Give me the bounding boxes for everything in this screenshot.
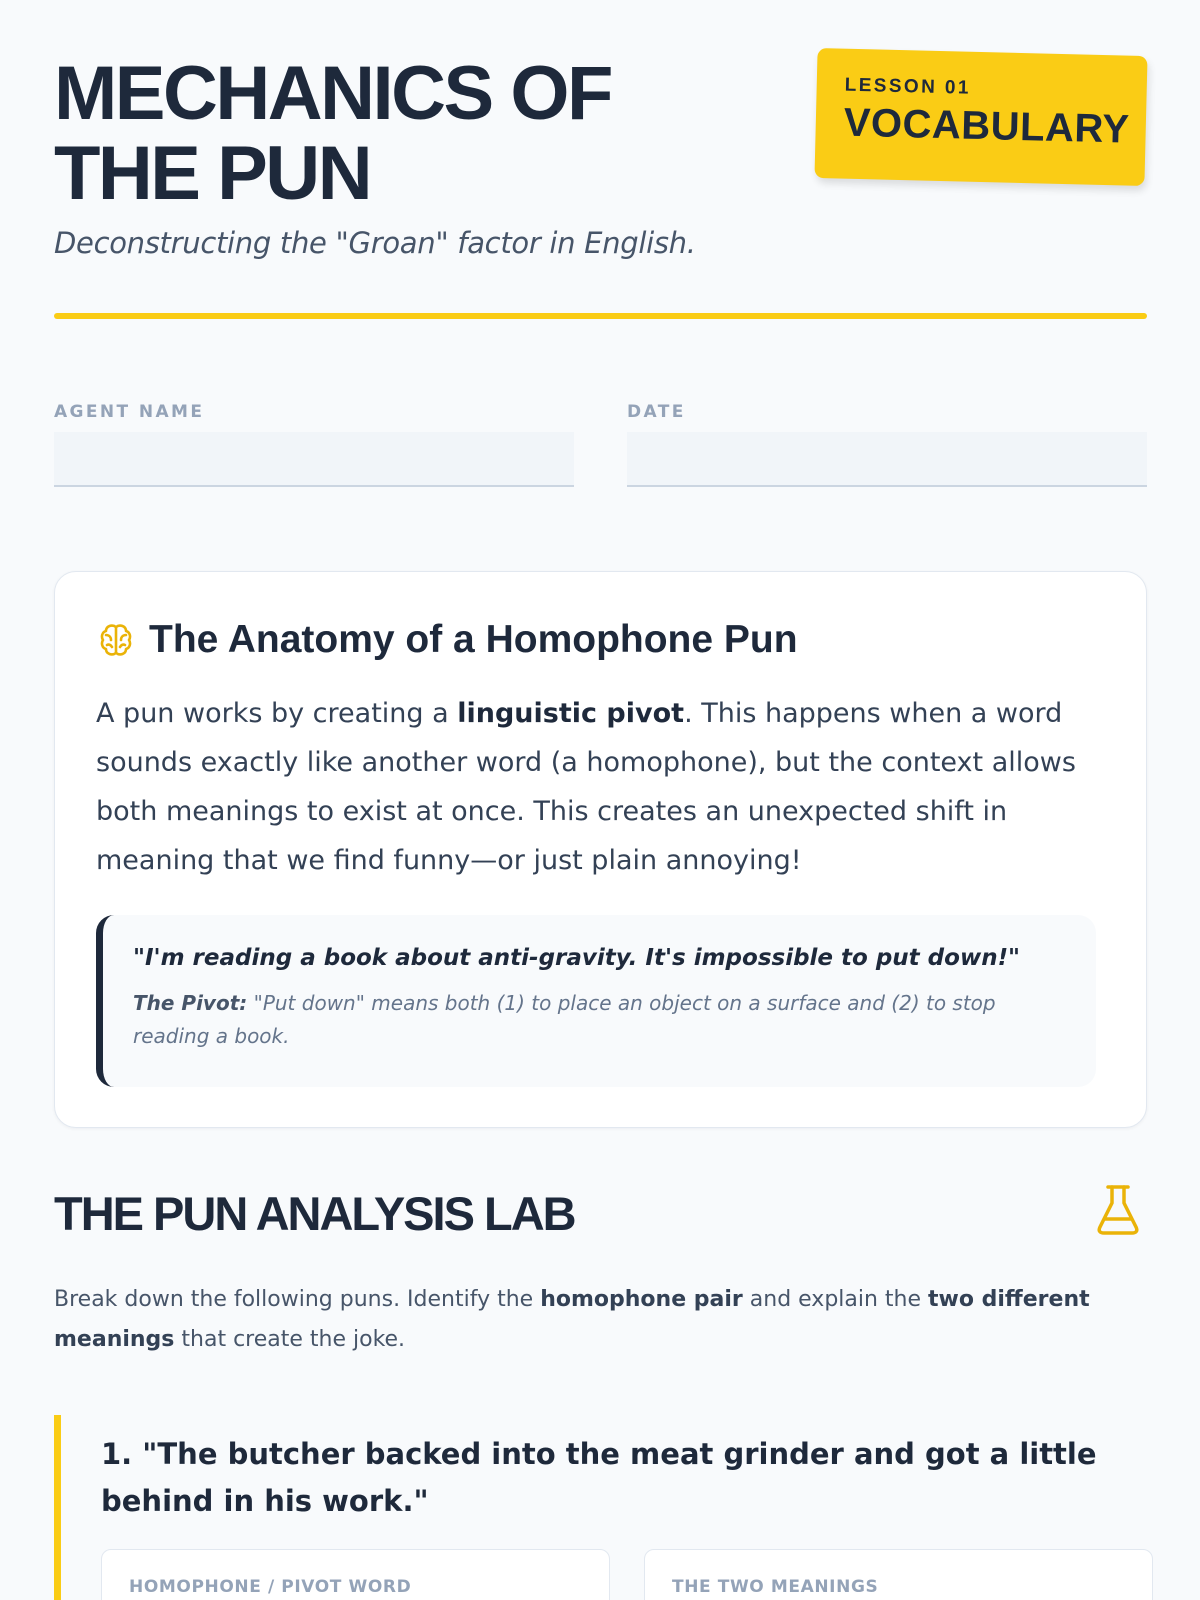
lesson-badge [814, 48, 1147, 186]
page-subtitle: Deconstructing the "Groan" factor in English. [54, 226, 696, 260]
agent-name-field[interactable] [54, 432, 574, 487]
two-meanings-answer-box[interactable] [644, 1549, 1153, 1600]
lesson-number: LESSON 01 [844, 74, 972, 99]
two-meanings-label: THE TWO MEANINGS [672, 1577, 879, 1597]
anatomy-body-end: . This happens when a word sounds exactly like another word (a homophone), but the context allows both meanings to exist at once. This creates an unexpected shift in meaning that we find funny—or just plain annoying! [96, 698, 1076, 876]
title-line-2: THE PUN [54, 131, 371, 216]
lesson-topic: VOCABULARY [843, 100, 1131, 152]
worksheet-page [54, 0, 1147, 1597]
lab-intro-part-2: and explain the [742, 1287, 929, 1312]
pivot-explanation [133, 987, 1066, 1053]
question-item [54, 1415, 1147, 1600]
example-quote [96, 915, 1096, 1087]
lab-intro-part-1: Break down the following puns. Identify the [54, 1287, 541, 1312]
pivot-word-label: HOMOPHONE / PIVOT WORD [129, 1577, 412, 1597]
pivot-word-answer-box[interactable] [101, 1549, 610, 1600]
lab-intro-bold-2: two different meanings [54, 1287, 1090, 1352]
anatomy-card-header [97, 618, 798, 662]
student-info-fields [54, 402, 1147, 492]
anatomy-body-term: linguistic pivot [457, 698, 685, 729]
lab-instructions [54, 1280, 1147, 1360]
agent-name-group [54, 402, 574, 487]
date-label: DATE [627, 402, 686, 422]
lab-intro-part-3: that create the joke. [174, 1327, 406, 1352]
flask-icon [1094, 1183, 1142, 1237]
date-group [627, 402, 1147, 487]
pivot-text: "Put down" means both (1) to place an object on a surface and (2) to stop reading a book. [133, 991, 996, 1048]
brain-icon [97, 621, 135, 659]
worksheet-header [54, 0, 1147, 322]
lab-intro-bold-1: homophone pair [540, 1287, 743, 1312]
title-line-1: MECHANICS OF [54, 51, 611, 136]
question-text: 1. "The butcher backed into the meat grinder and got a little behind in his work." [101, 1437, 1097, 1518]
anatomy-description [96, 689, 1086, 885]
pivot-label: The Pivot: [133, 991, 248, 1015]
lab-section-header [54, 1186, 1147, 1241]
example-pun: "I'm reading a book about anti-gravity. It's impossible to put down!" [133, 945, 1021, 971]
agent-name-label: AGENT NAME [54, 402, 205, 422]
header-divider [54, 313, 1147, 319]
page-title [54, 51, 754, 216]
lab-title: THE PUN ANALYSIS LAB [54, 1187, 575, 1240]
anatomy-body-start: A pun works by creating a [96, 698, 458, 729]
anatomy-card [54, 571, 1147, 1128]
anatomy-title: The Anatomy of a Homophone Pun [149, 618, 798, 661]
date-field[interactable] [627, 432, 1147, 487]
